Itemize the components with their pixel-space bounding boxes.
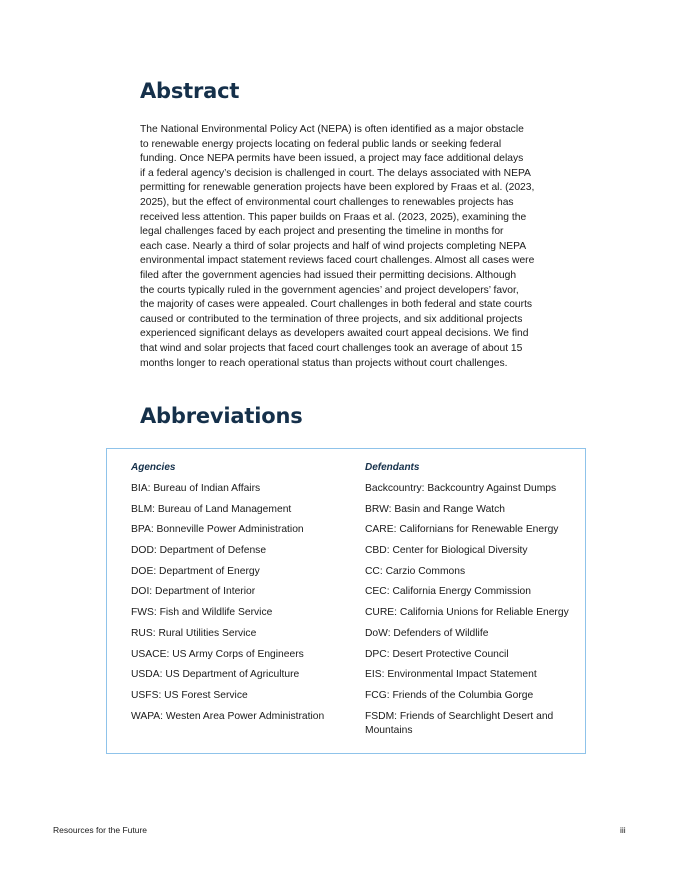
agency-item: BLM: Bureau of Land Management [131, 503, 292, 515]
agency-item: USDA: US Department of Agriculture [131, 669, 300, 681]
abstract-line: that wind and solar projects that faced court challenges took an average of about 15 [140, 342, 523, 354]
agency-item: FWS: Fish and Wildlife Service [131, 607, 273, 619]
abbreviations-heading: Abbreviations [140, 404, 303, 428]
defendant-item: DPC: Desert Protective Council [365, 648, 509, 660]
abstract-line: experienced significant delays as developers awaited court appeal decisions. We find [140, 328, 529, 340]
abstract-line: filed after the government agencies had issued their permitting decisions. Although [140, 269, 517, 281]
abstract-line: environmental impact statement reviews faced court challenges. Almost all cases were [140, 255, 535, 267]
abstract-body [140, 123, 542, 371]
footer-organization: Resources for the Future [53, 825, 148, 835]
agency-item: USFS: US Forest Service [131, 689, 248, 701]
defendants-column [365, 461, 575, 744]
agency-item: DOE: Department of Energy [131, 565, 260, 577]
defendant-item: CARE: Californians for Renewable Energy [365, 524, 559, 536]
abstract-line: legal challenges faced by each project and presenting the timeline in months for [140, 226, 504, 238]
agency-item: RUS: Rural Utilities Service [131, 627, 257, 639]
abstract-line: caused or contributed to the termination of three projects, and six additional projects [140, 313, 523, 325]
agencies-heading: Agencies [131, 462, 176, 473]
agency-item: DOI: Department of Interior [131, 586, 256, 598]
defendant-item: BRW: Basin and Range Watch [365, 503, 506, 515]
abstract-line: 2025), but the effect of environmental court challenges to renewables projects has [140, 196, 514, 208]
abstract-line: months longer to reach operational status than projects without court challenges. [140, 357, 508, 369]
agencies-column [131, 461, 351, 730]
defendant-item: FCG: Friends of the Columbia Gorge [365, 689, 534, 701]
agency-item: WAPA: Westen Area Power Administration [131, 710, 325, 722]
defendant-item: CEC: California Energy Commission [365, 586, 531, 598]
abstract-line: permitting for renewable generation projects have been explored by Fraas et al. (2023, [140, 182, 535, 194]
agency-item: DOD: Department of Defense [131, 545, 267, 557]
defendant-item: FSDM: Friends of Searchlight Desert and Mountains [365, 710, 554, 736]
abstract-heading: Abstract [140, 79, 240, 103]
abstract-line: if a federal agency’s decision is challenged in court. The delays associated with NEPA [140, 167, 531, 179]
agency-item: BPA: Bonneville Power Administration [131, 524, 304, 536]
agency-item: USACE: US Army Corps of Engineers [131, 648, 304, 660]
defendant-item: EIS: Environmental Impact Statement [365, 669, 537, 681]
abstract-line: received less attention. This paper builds on Fraas et al. (2023, 2025), examining the [140, 211, 527, 223]
defendant-item: CURE: California Unions for Reliable Energy [365, 607, 569, 619]
defendant-item: DoW: Defenders of Wildlife [365, 627, 489, 639]
abstract-line: to renewable energy projects locating on federal public lands or seeking federal [140, 138, 502, 150]
abstract-line: The National Environmental Policy Act (NEPA) is often identified as a major obstacle [140, 124, 524, 135]
abstract-line: the courts typically ruled in the government agencies’ and project developers’ favor, [140, 284, 519, 296]
defendant-item: CC: Carzio Commons [365, 565, 466, 577]
defendant-item: Backcountry: Backcountry Against Dumps [365, 483, 557, 494]
abstract-line: funding. Once NEPA permits have been issued, a project may face additional delays [140, 153, 524, 165]
defendants-heading: Defendants [365, 462, 420, 473]
defendant-item: CBD: Center for Biological Diversity [365, 545, 528, 557]
abstract-line: the majority of cases were appealed. Court challenges in both federal and state courts [140, 299, 533, 311]
agency-item: BIA: Bureau of Indian Affairs [131, 483, 261, 494]
abstract-line: each case. Nearly a third of solar projects and half of wind projects completing NEPA [140, 240, 527, 252]
footer-page-number: iii [620, 825, 626, 835]
abbreviations-box [106, 448, 586, 754]
